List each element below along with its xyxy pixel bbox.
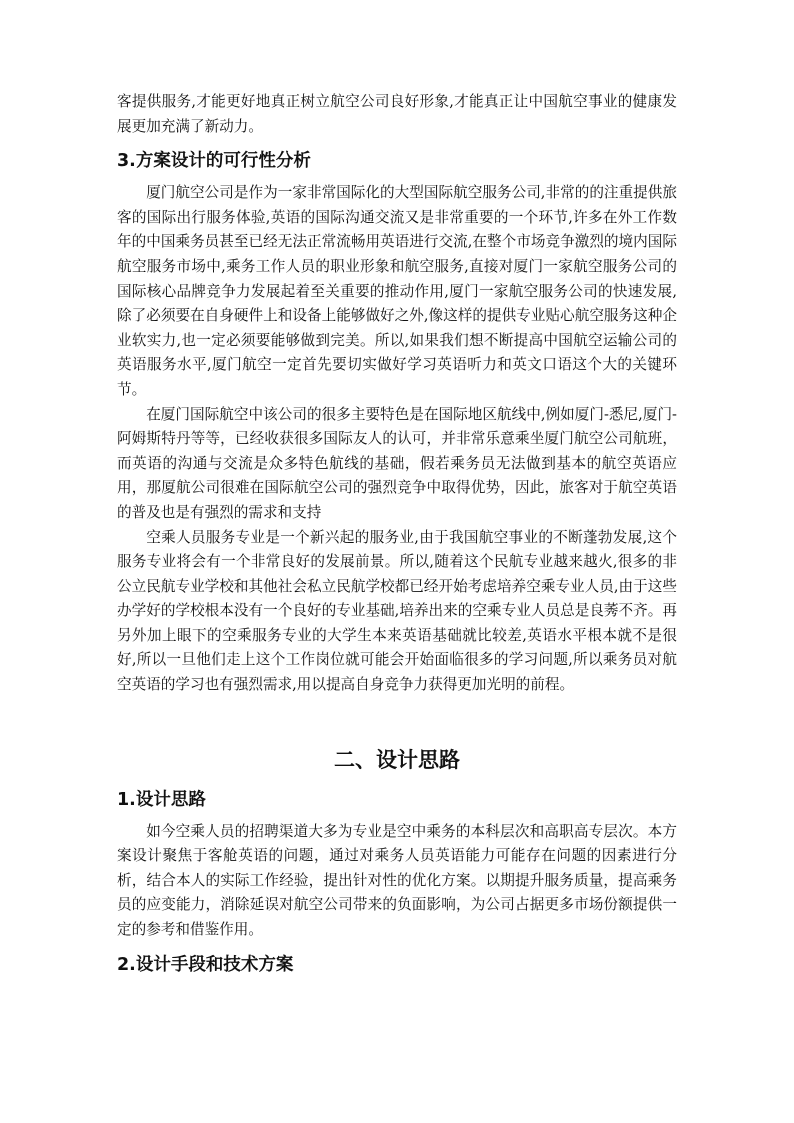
body-paragraph: 在厦门国际航空中该公司的很多主要特色是在国际地区航线中,例如厦门-悉尼,厦门-阿姆斯特丹等等，已经收获很多国际友人的认可，并非常乐意乘坐厦门航空公司航班，而英语的沟通与交流是众多特色航线的基础，假若乘务员无法做到基本的航空英语应用，那厦航公司很难在国际航空公司的强烈竞争中取得优势，因此，旅客对于航空英语的普及也是有强烈的需求和支持 bbox=[117, 405, 677, 521]
chapter-heading-design-ideas: 二、设计思路 bbox=[334, 747, 460, 772]
document-body bbox=[117, 90, 677, 985]
section-heading-design-methods: 2.设计手段和技术方案 bbox=[117, 954, 294, 975]
body-paragraph: 空乘人员服务专业是一个新兴起的服务业,由于我国航空事业的不断蓬勃发展,这个服务专业将会有一个非常良好的发展前景。所以,随着这个民航专业越来越火,很多的非公立民航专业学校和其他社会私立民航学校都已经开始考虑培养空乘专业人员,由于这些办学好的学校根本没有一个良好的专业基础,培养出来的空乘专业人员总是良莠不齐。再另外加上眼下的空乘服务专业的大学生本来英语基础就比较差,英语水平根本就不是很好,所以一旦他们走上这个工作岗位就可能会开始面临很多的学习问题,所以乘务员对航空英语的学习也有强烈需求,用以提高自身竞争力获得更加光明的前程。 bbox=[117, 528, 677, 694]
body-paragraph: 厦门航空公司是作为一家非常国际化的大型国际航空服务公司,非常的的注重提供旅客的国际出行服务体验,英语的国际沟通交流又是非常重要的一个环节,许多在外工作数年的中国乘务员甚至已经无法正常流畅用英语进行交流,在整个市场竞争激烈的境内国际航空服务市场中,乘务工作人员的职业形象和航空服务,直接对厦门一家航空服务公司的国际核心品牌竞争力发展起着至关重要的推动作用,厦门一家航空服务公司的快速发展,除了必须要在自身硬件上和设备上能够做好之外,像这样的提供专业贴心航空服务这种企业软实力,也一定必须要能够做到完美。所以,如果我们想不断提高中国航空运输公司的英语服务水平,厦门航空一定首先要切实做好学习英语听力和英文口语这个大的关键环节。 bbox=[117, 184, 677, 398]
intro-paragraph: 客提供服务,才能更好地真正树立航空公司良好形象,才能真正让中国航空事业的健康发展更加充满了新动力。 bbox=[117, 93, 677, 135]
section-heading-design-ideas: 1.设计思路 bbox=[117, 789, 206, 810]
body-paragraph: 如今空乘人员的招聘渠道大多为专业是空中乘务的本科层次和高职高专层次。本方案设计聚焦于客舱英语的问题，通过对乘务人员英语能力可能存在问题的因素进行分析，结合本人的实际工作经验，提出针对性的优化方案。以期提升服务质量，提高乘务员的应变能力，消除延误对航空公司带来的负面影响，为公司占据更多市场份额提供一定的参考和借鉴作用。 bbox=[117, 822, 677, 939]
section-heading-feasibility: 3.方案设计的可行性分析 bbox=[117, 151, 311, 172]
